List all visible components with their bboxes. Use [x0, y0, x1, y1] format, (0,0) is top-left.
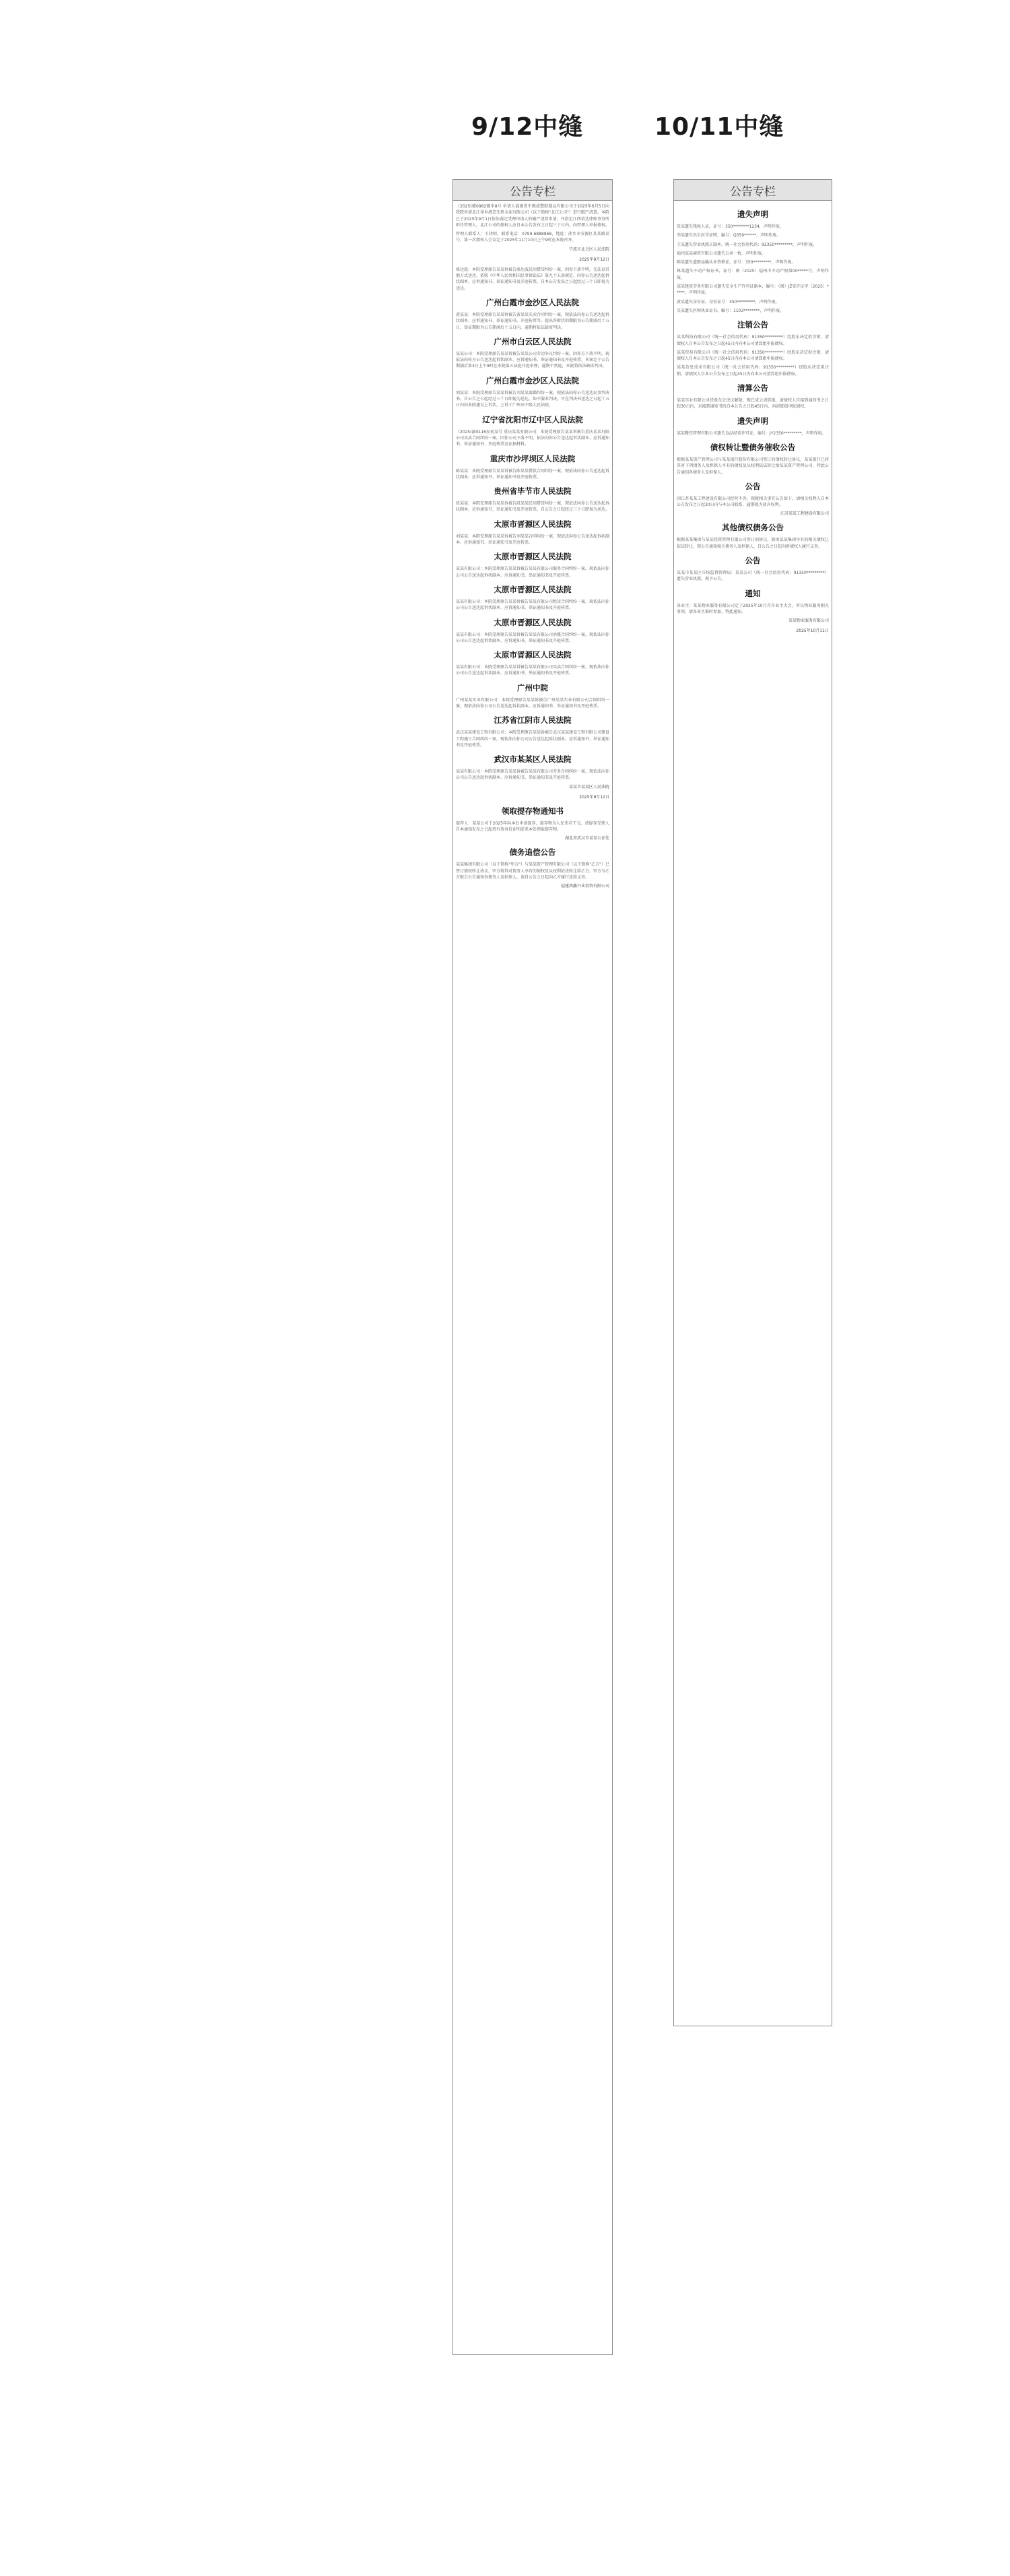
notice-paragraph: 刘某某：本院受理原告某某诉被告刘某某离婚纠纷一案，现依法向你公告送达民事判决书。自公告之日起经过三十日即视为送达。如不服本判决，可在判决书送达之日起十五日内向本院递交上诉状，上诉于广州市中级人民法院。 — [456, 390, 610, 408]
notice-paragraph: 王某遗失营业执照正副本，统一社会信用代码：92350*********，声明作废。 — [677, 242, 817, 247]
notice-paragraph: 武汉某某建设工程有限公司：本院受理原告某某诉被告武汉某某建设工程有限公司建设工程施工合同纠纷一案，现依法向你公司公告送达起诉状副本、应诉通知书、举证通知书及开庭传票。 — [456, 730, 610, 748]
notice-paragraph: 广州某某实业有限公司：本院受理原告某某诉被告广州某某实业有限公司合同纠纷一案，现依法向你公司公告送达起诉状副本、应诉通知书、举证通知书及开庭传票。 — [456, 697, 609, 709]
notice-title: 广州白霞市金沙区人民法院 — [486, 297, 579, 307]
notice-title: 债务追偿公告 — [509, 847, 556, 858]
notice-paragraph: 某某实业有限公司经股东会决议解散，现已成立清算组，请债权人自接到通知书之日起30日内，未接到通知书的自本公告之日起45日内，向清算组申报债权。 — [677, 398, 829, 410]
notice-paragraph: 李某遗失出生医学证明，编号：Q350******，声明作废。 — [677, 233, 781, 238]
notice-title: 太原市晋源区人民法院 — [494, 650, 572, 660]
notice-column-right — [673, 179, 832, 2026]
notice-signature: 湖北省武汉市某某公证处 — [564, 836, 609, 841]
notice-paragraph: 某某科技有限公司（统一社会信用代码：91350*********）经股东决定拟注销，请债权人自本公告发布之日起45日内向本公司清算组申报债权。 — [677, 335, 829, 346]
notice-paragraph: 提存人：某某公司于2025年向本处申请提存，提存物为人民币若干元。请提存受领人自本通知发布之日起持有效身份证明前来本处领取提存物。 — [456, 820, 609, 833]
notice-paragraph: 段某某：本院受理原告某某诉被告段某某民间借贷纠纷一案，现依法向你公告送达起诉状副本、应诉通知书、举证通知书及开庭传票，自公告之日起经过三十日即视为送达。 — [456, 501, 610, 513]
notice-title: 遗失声明 — [737, 210, 768, 219]
notice-paragraph: 刘某某：本院受理原告某某诉被告刘某某合同纠纷一案，现依法向你公告送达起诉状副本、应诉通知书、举证通知书及开庭传票。 — [456, 534, 610, 546]
notice-paragraph: 黄某遗失身份证，身份证号：350*********，声明作废。 — [677, 299, 780, 304]
notice-paragraph: 福州某某商贸有限公司遗失公章一枚，声明作废。 — [677, 251, 766, 256]
notice-paragraph: 某某餐饮管理有限公司遗失食品经营许可证，编号：JY2350*********，声明作废。 — [677, 430, 826, 436]
column-body — [674, 201, 832, 641]
notice-title: 太原市晋源区人民法院 — [494, 584, 572, 594]
notice-paragraph: （2025)渝0116民初某号 重庆某某有限公司：本院受理原告某某诉被告重庆某某有限公司买卖合同纠纷一案，因你公司下落不明，依法向你公告送达起诉状副本、应诉通知书、举证通知书、开庭传票及证据材料。 — [456, 429, 610, 447]
notice-title: 江苏省江阴市人民法院 — [494, 715, 572, 726]
notice-paragraph: 某某有限公司：本院受理原告某某诉被告某某有限公司服务合同纠纷一案，现依法向你公司公告送达起诉状副本、应诉通知书、举证通知书及开庭传票。 — [456, 567, 610, 578]
notice-signature: 福建鸿鑫兴业投资有限公司 — [560, 884, 609, 889]
notice-paragraph: 张某遗失残疾人证，证号：350********1234，声明作废。 — [677, 224, 784, 229]
column-body — [453, 201, 612, 896]
notice-title: 其他债权债务公告 — [722, 523, 784, 533]
notice-paragraph: 陈某遗失道路运输从业资格证，证号：350*********，声明作废。 — [677, 260, 796, 265]
notice-signature: 某某物业服务有限公司 — [788, 618, 829, 624]
notice-signature: 宁波市北仑区人民法院 — [568, 247, 609, 252]
notice-column-left — [452, 179, 613, 2355]
notice-signature: 2025年9月12日 — [579, 794, 609, 800]
notice-paragraph: 根据某某资产管理公司与某某银行股份有限公司签订的债权转让协议，某某银行已将其对下列债务人及担保人享有的债权及从权利依法转让给某某资产管理公司，特此公告通知各债务人及担保人。 — [677, 457, 829, 475]
notice-title: 公告 — [745, 556, 761, 566]
page-heading-right: 10/11中缝 — [654, 113, 784, 141]
notice-paragraph: 因江苏某某工程建设有限公司经营不善，现就相关事宜公告如下，请相关权利人自本公告发布之日起30日内与本公司联系，逾期视为放弃权利。 — [677, 496, 829, 508]
notice-title: 武汉市某某区人民法院 — [494, 754, 572, 765]
notice-paragraph: 某某市某某区市场监督管理局：某某公司（统一社会信用代码：91350*********）遗失营业执照，现予公告。 — [677, 571, 829, 582]
notice-paragraph: 某某贸易有限公司（统一社会信用代码：91350*********）经股东决定拟注销，请债权人自本公告发布之日起45日内向本公司清算组申报债权。 — [677, 350, 829, 362]
column-header: 公告专栏 — [674, 180, 832, 201]
notice-title: 公告 — [745, 481, 761, 491]
notice-paragraph: 某某信息技术有限公司（统一社会信用代码：91350*********）经股东决定拟注销，请债权人自本公告发布之日起45日内向本公司清算组申报债权。 — [677, 365, 829, 377]
notice-paragraph: 某某有限公司：本院受理原告某某诉被告某某有限公司买卖合同纠纷一案，现依法向你公司公告送达起诉状副本、应诉通知书、举证通知书及开庭传票。 — [456, 665, 610, 676]
notice-paragraph: 某某有限公司：本院受理原告某某诉被告某某有限公司租赁合同纠纷一案，现依法向你公司公告送达起诉状副本、应诉通知书、举证通知书及开庭传票。 — [456, 599, 610, 611]
notice-paragraph: 某某有限公司：本院受理原告某某诉被告某某有限公司承揽合同纠纷一案，现依法向你公司公告送达起诉状副本、应诉通知书、举证通知书及开庭传票。 — [456, 632, 610, 643]
notice-paragraph: 某某有限公司：本院受理原告某某诉被告某某有限公司劳务合同纠纷一案，现依法向你公司公告送达起诉状副本、应诉通知书、举证通知书及开庭传票。 — [456, 769, 610, 781]
notice-paragraph: （2025)赣0982破申8号 申请人福建省中振成塑胶制品有限公司于2025年6月5日向我院申请北江萍乡液态无机水泥有限公司（以下简称"北江公司"）进行破产清算。本院已于2025年9月1日依法裁定受理申请人的破产清算申请，并指定江西信达律师事务所担任管理人。北江公司的债权人应自本公告发布之日起三十日内，向管理人申报债权。 — [456, 204, 610, 228]
notice-title: 太原市晋源区人民法院 — [494, 617, 572, 627]
notice-signature: 2025年9月12日 — [579, 257, 609, 262]
notice-title: 清算公告 — [737, 383, 768, 393]
notice-paragraph: 陈某某：本院受理原告某某诉被告陈某某借款合同纠纷一案，现依法向你公告送达起诉状副本、应诉通知书、举证通知书及开庭传票。 — [456, 468, 610, 480]
notice-signature: 2025年10月11日 — [796, 629, 829, 634]
notice-title: 遗失声明 — [737, 416, 768, 426]
notice-title: 通知 — [745, 588, 761, 598]
notice-title: 注销公告 — [737, 320, 768, 330]
notice-paragraph: 某某集团有限公司（以下简称"甲方"）与某某资产管理有限公司（以下简称"乙方"）已签订债权转让协议，甲方将其对债务人享有的债权及从权利依法转让给乙方。甲方与乙方联合公告通知各债务人及担保人，请自公告之日起向乙方履行还款义务。 — [456, 862, 610, 880]
page-heading-left: 9/12中缝 — [471, 113, 584, 141]
notice-title: 广州市白云区人民法院 — [494, 336, 572, 346]
notice-title: 太原市晋源区人民法院 — [494, 519, 572, 529]
notice-title: 领取提存物通知书 — [502, 806, 564, 816]
notice-paragraph: 根据某某集团与某某投资管理有限公司签订的协议，原由某某集团享有的相关债权已依法转让，现公告通知相关债务人及担保人，自公告之日起向新债权人履行义务。 — [677, 538, 829, 549]
column-header: 公告专栏 — [453, 180, 612, 201]
notice-title: 贵州省毕节市人民法院 — [494, 486, 572, 496]
notice-signature: 某某市某某区人民法院 — [568, 784, 609, 790]
notice-title: 广州中院 — [517, 682, 548, 693]
notice-paragraph: 林某遗失不动产权证书，证号：闽（2025）福州市不动产权第00*****号，声明作废。 — [677, 269, 829, 280]
notice-title: 重庆市沙坪坝区人民法院 — [490, 453, 576, 463]
notice-paragraph: 各业主：某某物业服务有限公司定于2025年10月召开业主大会，审议物业服务相关事项，请各业主准时参加，特此通知。 — [677, 603, 829, 614]
notice-paragraph: 某某公司：本院受理原告某某诉被告某某公司劳动争议纠纷一案，因你方下落不明，现依法向你方公告送达起诉状副本、应诉通知书、举证通知书及开庭传票。本案定于公告期满后第3日上午9时在本院第五法庭开庭审理，逾期不到庭，本院将依法缺席判决。 — [456, 351, 610, 369]
notice-title: 债权转让暨债务催收公告 — [710, 442, 796, 452]
notice-paragraph: 某某建筑劳务有限公司遗失安全生产许可证副本，编号：（闽）JZ安许证字〔2025〕*****，声明作废。 — [677, 284, 829, 296]
notice-paragraph: 骆达波：本院受理原告某某诉被告骆达波民间借贷纠纷一案，因你下落不明，无法以其他方式送达，依照《中华人民共和国民事诉讼法》第九十五条规定，向你公告送达起诉状副本、应诉通知书、举证通知书及开庭传票。自本公告发出之日起经过三十日即视为送达。 — [456, 267, 610, 291]
notice-paragraph: 黄某某：本院受理原告某某诉被告黄某某买卖合同纠纷一案，现依法向你公告送达起诉状副本、应诉通知书、举证通知书、开庭传票等。提出答辩状的期限为公告期满后十五日，举证期限为公告期满后十五日内，逾期将依法缺席判决。 — [456, 312, 610, 330]
notice-signature: 江苏某某工程建设有限公司 — [780, 511, 829, 517]
notice-title: 辽宁省沈阳市辽中区人民法院 — [482, 414, 583, 424]
notice-title: 广州白霞市金沙区人民法院 — [486, 375, 579, 385]
notice-title: 太原市晋源区人民法院 — [494, 552, 572, 562]
notice-paragraph: 管理人联系人：王律师，联系电话：0799-6888868，地址：萍乡市安源区某某路某号。第一次债权人会议定于2025年11月10日上午9时在本院召开。 — [456, 232, 609, 243]
notice-paragraph: 吴某遗失医师执业证书，编号：1103********，声明作废。 — [677, 308, 784, 313]
